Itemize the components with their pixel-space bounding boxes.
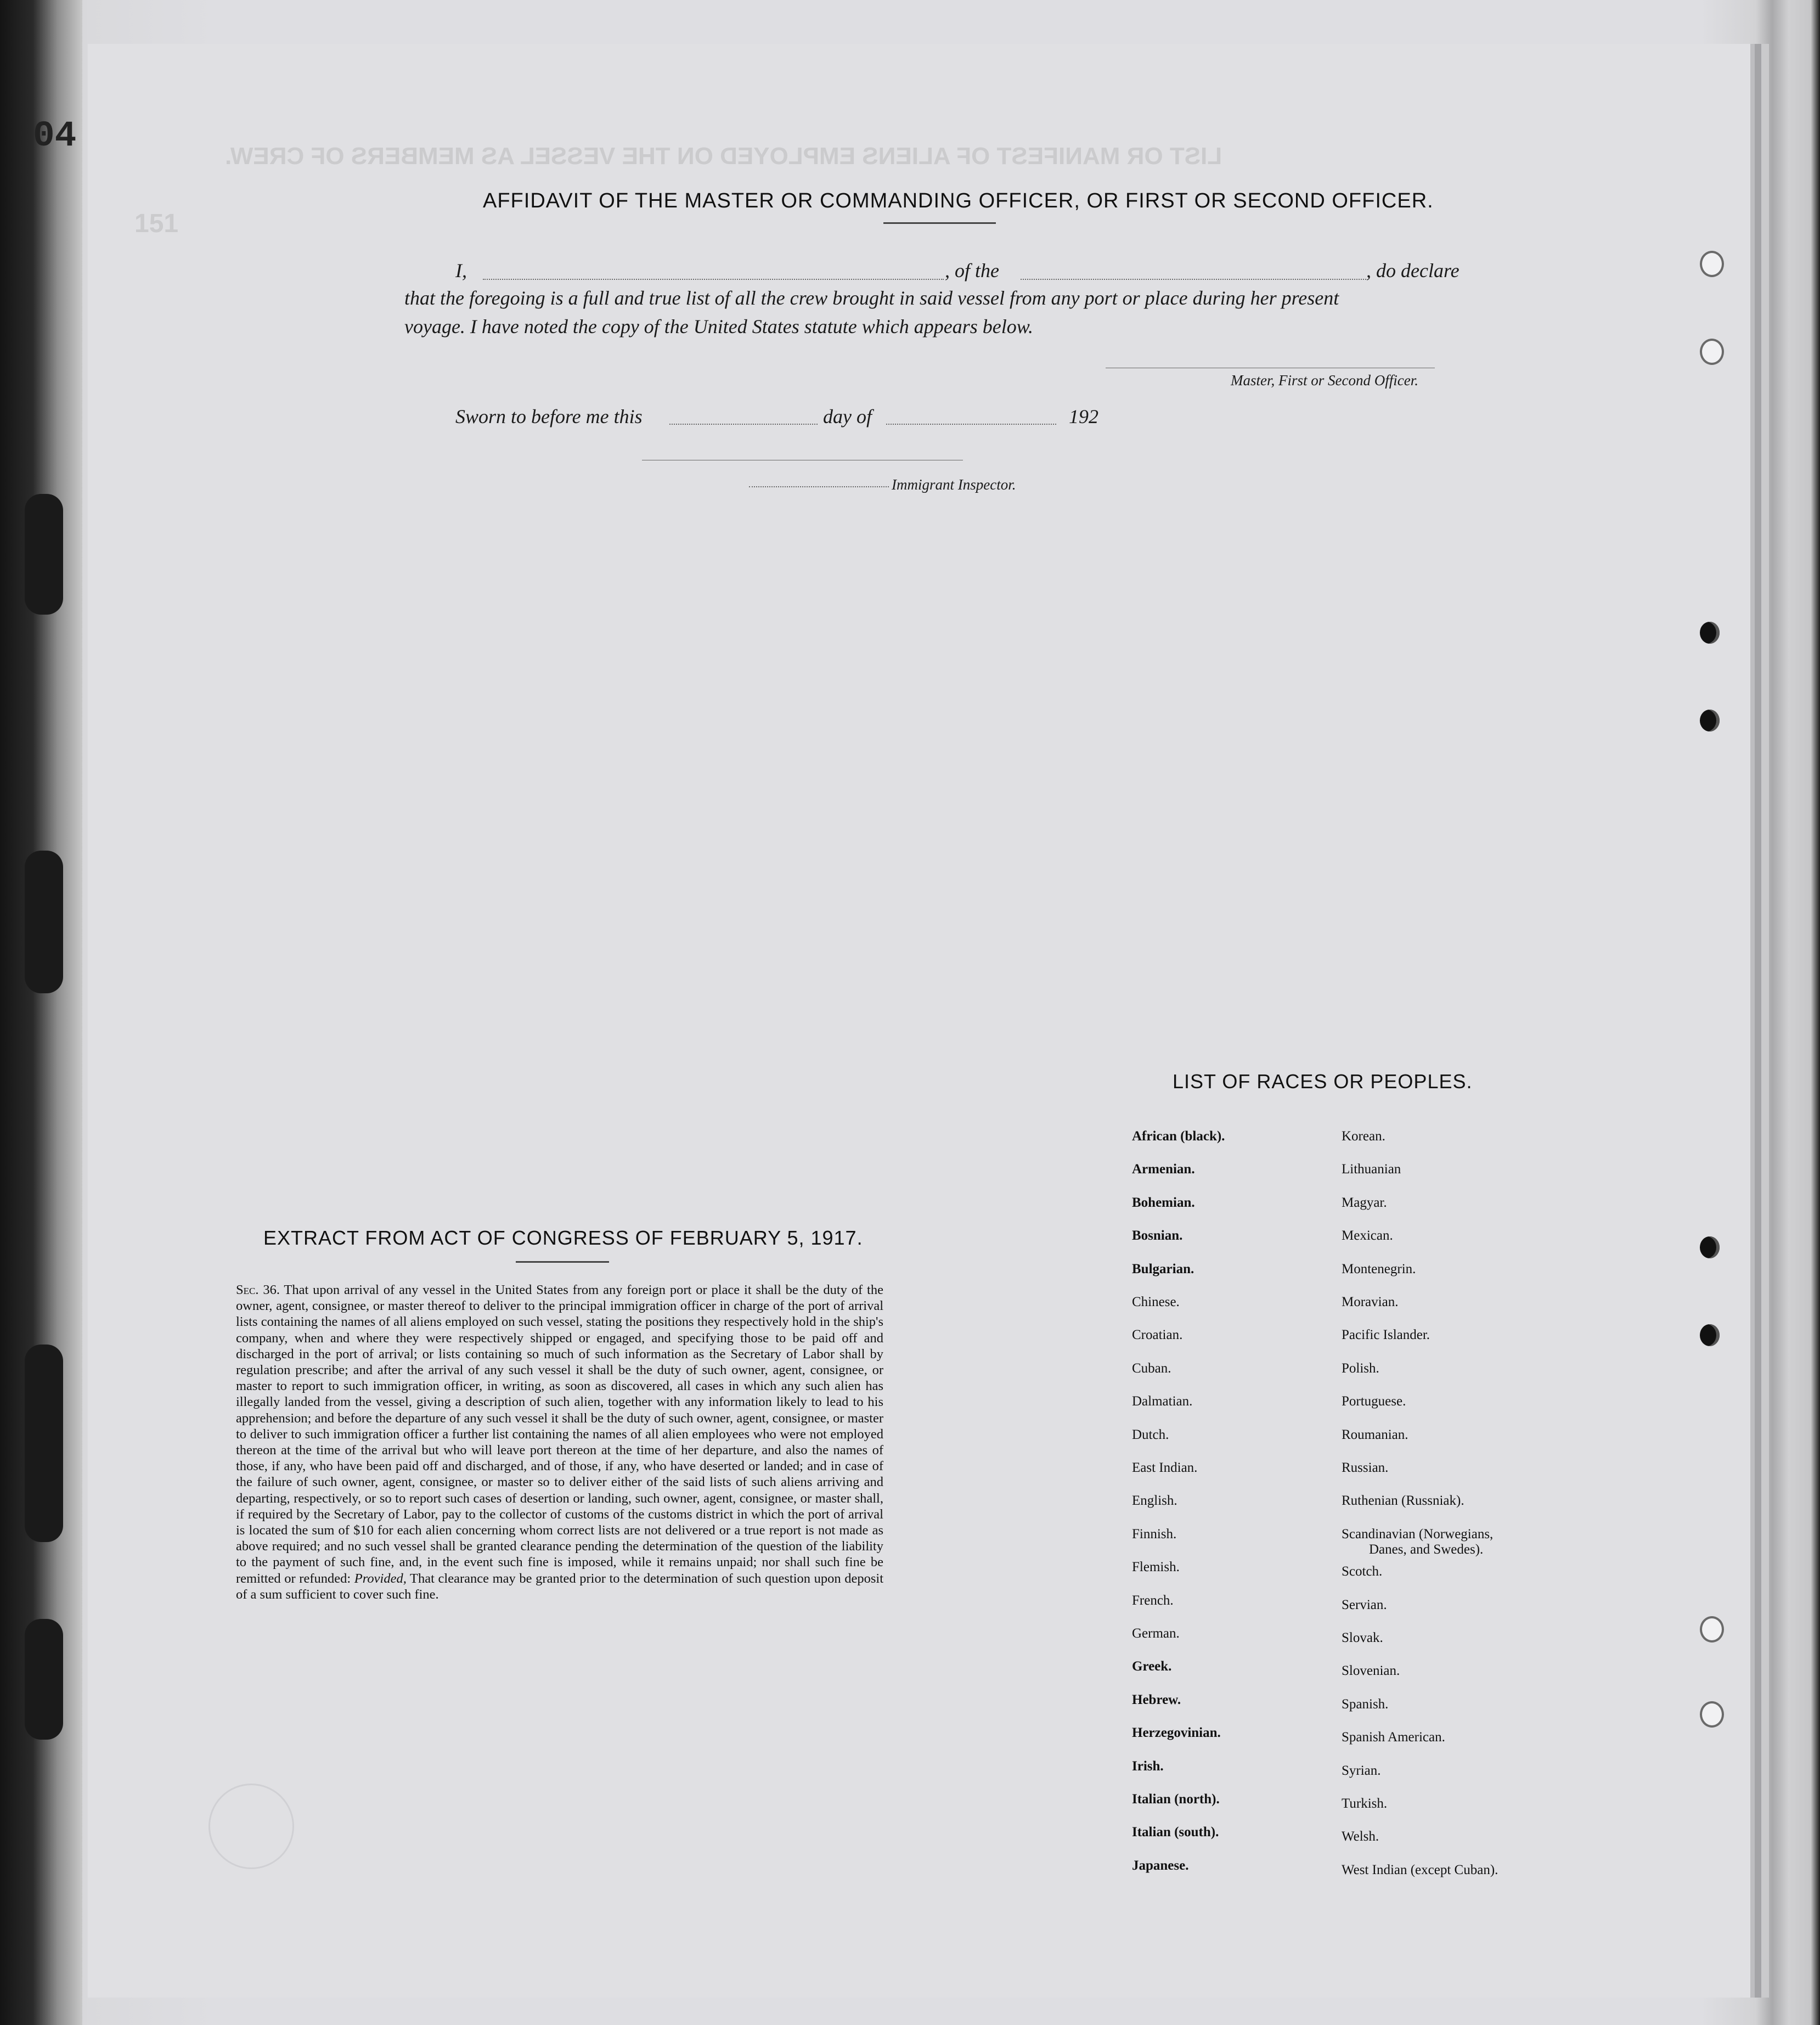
race-item: French. [1132, 1593, 1174, 1608]
sworn-prefix: Sworn to before me this [455, 406, 643, 428]
race-item: Servian. [1342, 1597, 1387, 1612]
sworn-day-of: day of [823, 406, 872, 428]
race-item: Roumanian. [1342, 1427, 1408, 1442]
race-item: Irish. [1132, 1758, 1164, 1774]
affidavit-title: AFFIDAVIT OF THE MASTER OR COMMANDING OFFICER, OR FIRST OR SECOND OFFICER. [483, 189, 1434, 212]
race-item: Portuguese. [1342, 1394, 1406, 1409]
tab-number: 04 [33, 115, 77, 156]
extract-body [236, 1282, 883, 1602]
race-item: Hebrew. [1132, 1692, 1181, 1707]
race-item: Herzegovinian. [1132, 1725, 1221, 1741]
handwriting-mark [25, 1345, 63, 1542]
race-item: Italian (south). [1132, 1825, 1219, 1840]
race-item: Scandinavian (Norwegians, [1342, 1526, 1494, 1542]
vessel-name-field[interactable] [1021, 279, 1366, 280]
sworn-month-field[interactable] [886, 424, 1056, 425]
punch-hole [1700, 1616, 1724, 1643]
race-item: Scotch. [1342, 1564, 1383, 1579]
race-item: Welsh. [1342, 1829, 1379, 1844]
affidavit-line-3: voyage. I have noted the copy of the United States statute which appears below. [404, 316, 1034, 338]
race-item: Magyar. [1342, 1195, 1387, 1210]
race-item: West Indian (except Cuban). [1342, 1862, 1498, 1877]
race-item: Russian. [1342, 1460, 1389, 1475]
race-item: Finnish. [1132, 1526, 1177, 1542]
race-item: Slovak. [1342, 1630, 1383, 1645]
section-label: Sec. 36. [236, 1282, 280, 1297]
race-item: East Indian. [1132, 1460, 1198, 1475]
punch-hole [1700, 622, 1720, 644]
race-item: Polish. [1342, 1360, 1379, 1376]
race-item: Danes, and Swedes). [1369, 1542, 1484, 1557]
race-item: Cuban. [1132, 1360, 1171, 1376]
race-item: Syrian. [1342, 1763, 1381, 1778]
race-item: Dutch. [1132, 1427, 1169, 1442]
races-title: LIST OF RACES OR PEOPLES. [1173, 1070, 1473, 1093]
bleed-through-number: 151 [134, 209, 179, 238]
inspector-label: Immigrant Inspector. [892, 476, 1016, 493]
punch-hole [1700, 1701, 1724, 1728]
section-text-end: That clearance may be granted prior to the determination of such question upon deposit of a sum sufficient to cover such fine. [236, 1571, 884, 1602]
punch-hole [1700, 339, 1724, 365]
race-item: Italian (north). [1132, 1792, 1220, 1807]
race-item: German. [1132, 1626, 1180, 1641]
race-item: Croatian. [1132, 1328, 1183, 1343]
section-text: That upon arrival of any vessel in the United States from any foreign port or place it shall be the duty of the owner, agent, consignee, or master thereof to deliver to the principal immigration officer in charge of the port of arrival lists containing the names of all aliens employed on such vessel, stating the positions they respectively hold in the ship's company, when and where they were respectively shipped or engaged, and specifying those to be paid off and discharged in the port of arrival; or lists containing so much of such information as the Secretary of Labor shall by regulation prescribe; and after the arrival of any such vessel it shall be the duty of such owner, agent, consignee, or master to report to such immigration officer, in writing, as soon as discovered, all cases in which any such alien has illegally landed from the vessel, giving a description of such alien, together with any information likely to lead to his apprehension; and before the departure of any such vessel it shall be the duty of such owner, agent, consignee, or master to deliver to such immigration officer a further list containing the names of all alien employees who were not employed thereon at the time of the arrival but who will leave port thereon at the time of her departure, and also the names of those, if any, who have been paid off and discharged, and of those, if any, who have deserted or landed; and in case of the failure of such owner, agent, consignee, or master so to deliver either of the said lists of such aliens arriving and departing, respectively, or so to report such cases of desertion or landing, such owner, agent, consignee, or master shall, if required by the Secretary of Labor, pay to the collector of customs of the customs district in which the port of arrival is located the sum of $10 for each alien concerning whom correct lists are not delivered or a true report is not made as above required; and no such vessel shall be granted clearance pending the determination of the question of the liability to the payment of such fine, and, in the event such fine is imposed, while it remains unpaid; nor shall such fine be remitted or refunded: [236, 1282, 883, 1586]
faded-stamp [209, 1784, 294, 1869]
declarant-name-field[interactable] [483, 279, 944, 280]
vessel-prefix: , of the [945, 260, 999, 282]
race-item: Ruthenian (Russniak). [1342, 1493, 1464, 1509]
sworn-year: 192 [1069, 406, 1098, 428]
race-item: African (black). [1132, 1129, 1225, 1144]
extract-title: EXTRACT FROM ACT OF CONGRESS OF FEBRUARY 5, 1917. [263, 1227, 863, 1249]
master-signature-label: Master, First or Second Officer. [1231, 372, 1418, 389]
declare-suffix: , do declare [1366, 260, 1460, 282]
punch-hole [1700, 251, 1724, 277]
handwriting-mark [25, 851, 63, 993]
race-item: Chinese. [1132, 1295, 1180, 1309]
punch-hole [1700, 1324, 1720, 1346]
title-divider [883, 222, 996, 224]
race-item: Spanish. [1342, 1696, 1389, 1712]
race-item: Mexican. [1342, 1228, 1393, 1244]
punch-hole [1700, 1236, 1720, 1258]
race-item: Bohemian. [1132, 1195, 1195, 1210]
race-item: Flemish. [1132, 1560, 1180, 1575]
handwriting-mark [25, 494, 63, 615]
race-item: Pacific Islander. [1342, 1328, 1430, 1343]
race-item: Slovenian. [1342, 1663, 1400, 1679]
race-item: Armenian. [1132, 1162, 1195, 1177]
race-item: Korean. [1342, 1129, 1385, 1144]
race-item: Montenegrin. [1342, 1261, 1416, 1276]
affidavit-line-2: that the foregoing is a full and true list of all the crew brought in said vessel from any port or place during her present [404, 287, 1339, 309]
race-item: English. [1132, 1493, 1177, 1509]
race-item: Bosnian. [1132, 1228, 1183, 1244]
race-item: Lithuanian [1342, 1162, 1401, 1177]
sworn-day-field[interactable] [669, 424, 818, 425]
race-item: Spanish American. [1342, 1730, 1445, 1745]
inspector-signature-field-2[interactable] [749, 486, 889, 487]
extract-divider [516, 1261, 609, 1263]
race-item: Japanese. [1132, 1858, 1189, 1873]
race-item: Moravian. [1342, 1295, 1399, 1309]
punch-hole [1700, 710, 1720, 732]
race-item: Bulgarian. [1132, 1261, 1194, 1276]
race-item: Greek. [1132, 1659, 1172, 1674]
declarant-prefix: I, [455, 260, 467, 282]
race-item: Dalmatian. [1132, 1394, 1193, 1409]
bleed-through-header: LIST OR MANIFEST OF ALIENS EMPLOYED ON THE VESSEL AS MEMBERS OF CREW. [225, 143, 1222, 170]
handwriting-mark [25, 1619, 63, 1740]
race-item: Turkish. [1342, 1796, 1388, 1811]
provided-word: Provided, [354, 1571, 407, 1586]
